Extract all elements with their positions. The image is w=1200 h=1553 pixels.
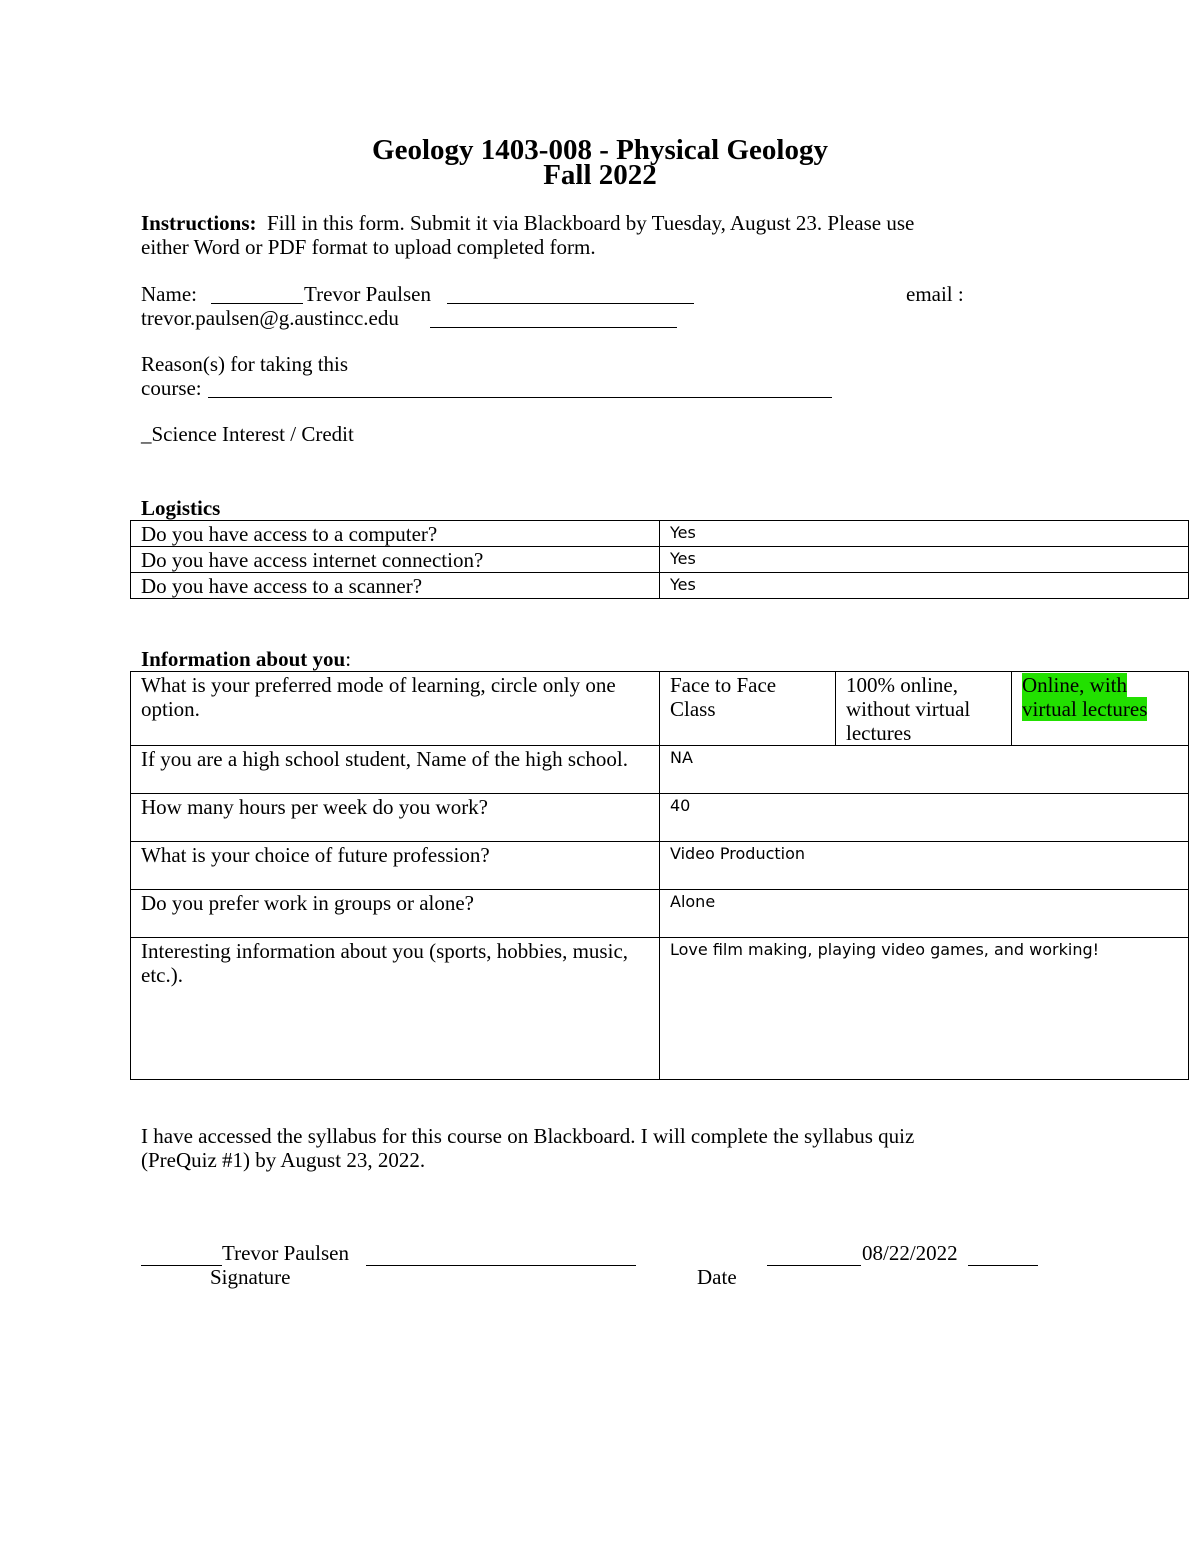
logistics-question: Do you have access to a scanner? [131,573,660,599]
name-label: Name: [141,282,197,306]
reason-label-line2: course: [141,376,202,400]
logistics-heading: Logistics [141,496,221,520]
name-underline-right [447,303,694,304]
selected-option-highlight: Online, with virtual lectures [1022,673,1148,721]
name-value[interactable]: Trevor Paulsen [304,282,431,306]
reason-label-line1: Reason(s) for taking this [141,352,349,376]
table-row [131,547,1189,573]
logistics-table [130,520,1189,599]
about-table [130,671,1189,1080]
logistics-answer[interactable]: Yes [660,573,1189,599]
about-heading-colon: : [345,647,352,671]
table-row [131,746,1189,794]
learning-option-face-to-face[interactable]: Face to Face Class [660,672,836,746]
instructions [141,211,1141,259]
about-answer[interactable]: Alone [660,890,1189,938]
about-question: What is your choice of future profession? [131,842,660,890]
about-answer[interactable]: Love film making, playing video games, and working! [660,938,1189,1080]
instructions-text-line1: Fill in this form. Submit it via Blackboard by Tuesday, August 23. Please use [267,211,915,235]
about-heading-text: Information about you [141,647,346,671]
table-row [131,890,1189,938]
date-underline-right [968,1265,1038,1266]
table-row [131,794,1189,842]
date-label: Date [697,1265,737,1289]
email-value[interactable]: trevor.paulsen@g.austincc.edu [141,306,399,330]
email-underline [430,327,677,328]
email-label: email : [906,282,964,306]
instructions-label: Instructions: [141,211,257,235]
table-row [131,521,1189,547]
about-answer[interactable]: 40 [660,794,1189,842]
table-row [131,672,1189,746]
reason-underline [208,397,832,398]
about-question: Do you prefer work in groups or alone? [131,890,660,938]
instructions-text-line2: either Word or PDF format to upload completed form. [141,235,596,259]
learning-option-online-with-lectures[interactable] [1012,672,1189,746]
name-underline-left [211,303,303,304]
about-question: How many hours per week do you work? [131,794,660,842]
about-question: If you are a high school student, Name of the high school. [131,746,660,794]
about-answer[interactable]: Video Production [660,842,1189,890]
syllabus-statement [141,1124,1141,1172]
signature-value[interactable]: Trevor Paulsen [222,1241,349,1265]
table-row [131,842,1189,890]
date-underline-left [767,1265,861,1266]
date-value[interactable]: 08/22/2022 [862,1241,958,1265]
logistics-answer[interactable]: Yes [660,547,1189,573]
learning-mode-question: What is your preferred mode of learning, circle only one option. [131,672,660,746]
form-title: Geology 1403-008 - Physical Geology [372,134,828,166]
statement-line2: (PreQuiz #1) by August 23, 2022. [141,1148,426,1172]
about-answer[interactable]: NA [660,746,1189,794]
logistics-answer[interactable]: Yes [660,521,1189,547]
table-row [131,573,1189,599]
about-heading [141,647,351,671]
table-row [131,938,1189,1080]
statement-line1: I have accessed the syllabus for this course on Blackboard. I will complete the syllabus quiz [141,1124,915,1148]
logistics-question: Do you have access internet connection? [131,547,660,573]
learning-option-online-no-lectures[interactable]: 100% online, without virtual lectures [836,672,1012,746]
form-term: Fall 2022 [543,159,657,191]
about-question: Interesting information about you (sports, hobbies, music, etc.). [131,938,660,1080]
reason-value[interactable]: _Science Interest / Credit [141,422,354,446]
signature-label: Signature [210,1265,291,1289]
logistics-question: Do you have access to a computer? [131,521,660,547]
signature-underline-right [366,1265,636,1266]
